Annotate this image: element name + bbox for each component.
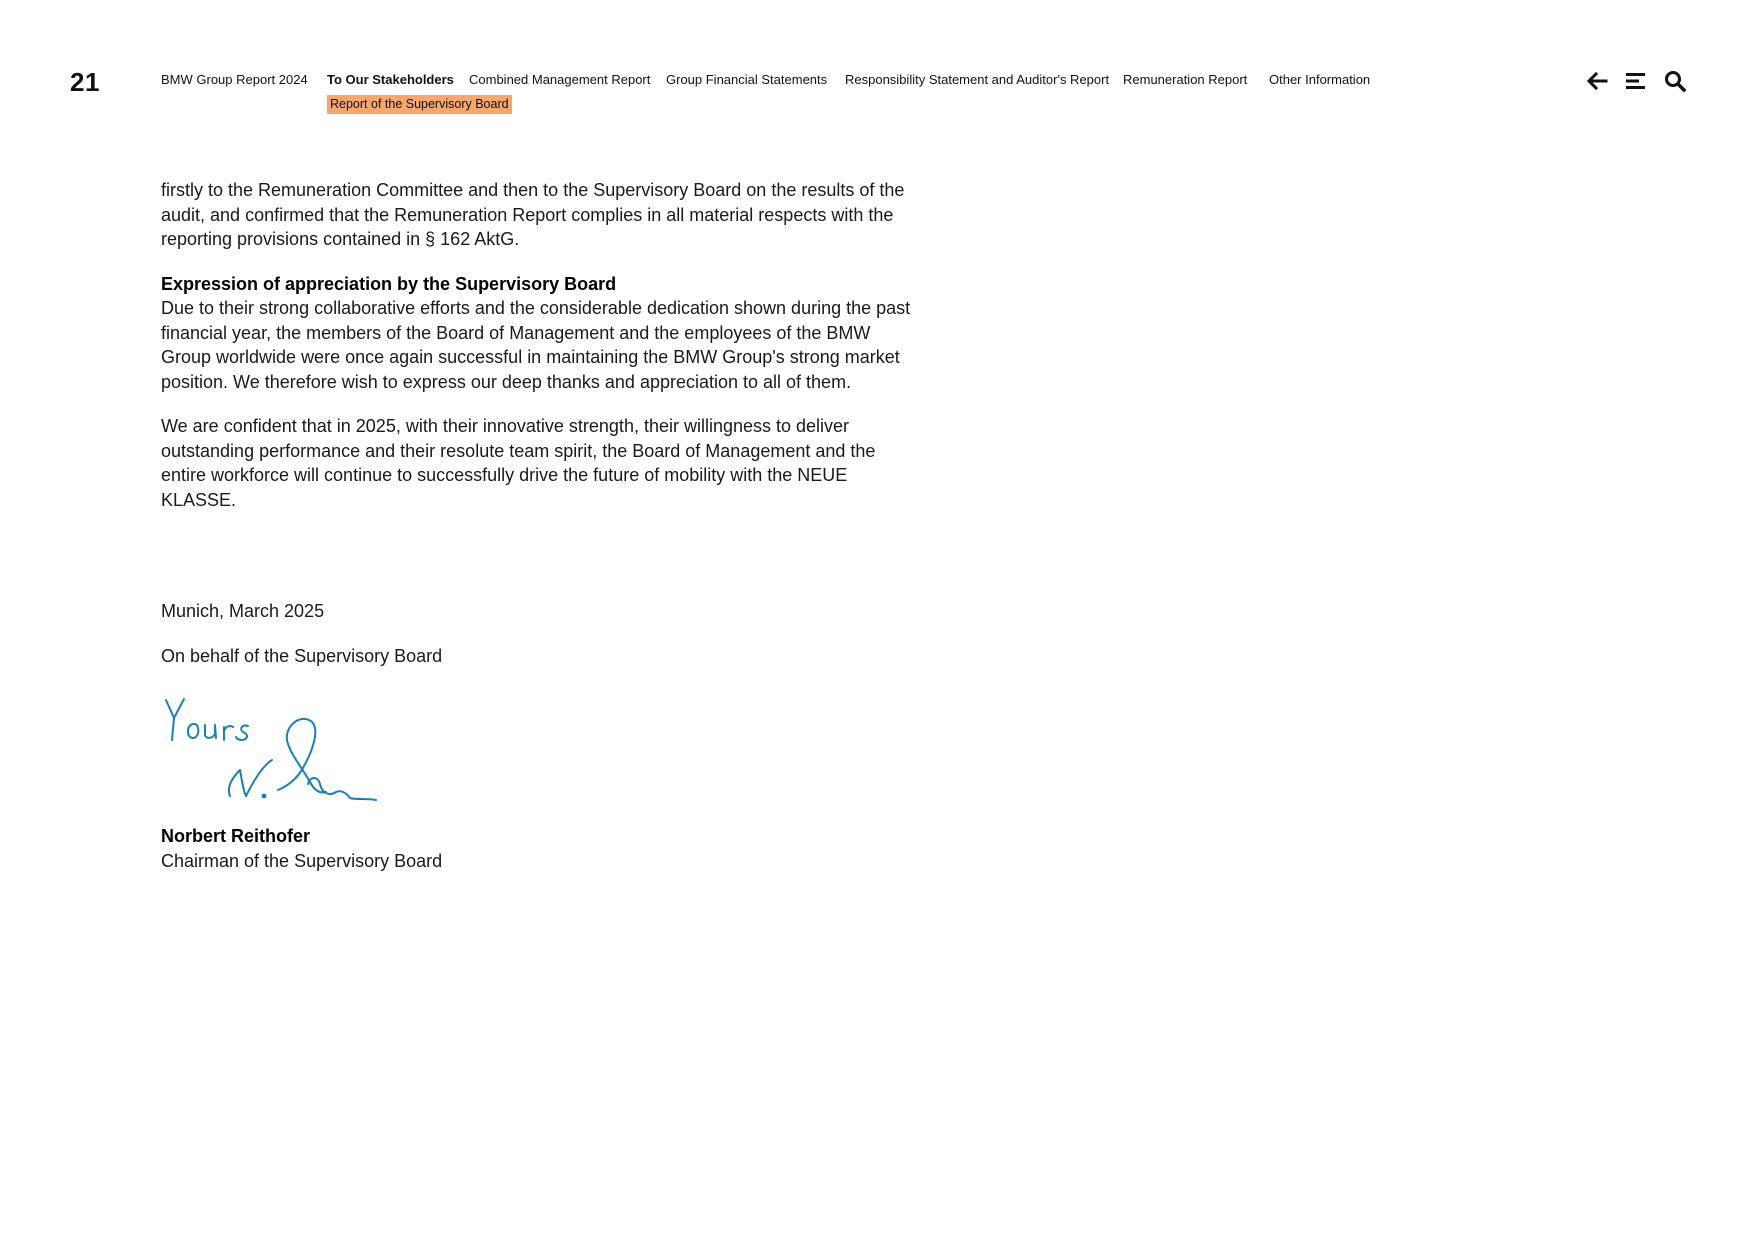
- on-behalf-line: On behalf of the Supervisory Board: [161, 646, 443, 666]
- arrow-left-icon[interactable]: [1585, 69, 1609, 93]
- nav-item-bmw-group-report[interactable]: BMW Group Report 2024: [161, 72, 308, 87]
- body-paragraph-appreciation: Due to their strong collaborative efforts and the considerable dedication shown during the past financial year, the members of the Board of Management and the employees of the BMW Group worldwide were once again successful in maintaining the BMW Group's strong market position. We therefore wish to express our deep thanks and appreciation to all of them.: [161, 298, 911, 392]
- menu-icon[interactable]: [1624, 69, 1648, 93]
- body-paragraph-audit: firstly to the Remuneration Committee and then to the Supervisory Board on the results of the audit, and confirmed that the Remuneration Report complies in all material respects with the reporting provisions contained in § 162 AktG.: [161, 180, 905, 249]
- handwritten-signature: [160, 694, 390, 806]
- nav-item-combined-management-report[interactable]: Combined Management Report: [469, 72, 651, 87]
- nav-item-remuneration-report[interactable]: Remuneration Report: [1123, 72, 1248, 87]
- body-paragraph-outlook: We are confident that in 2025, with their innovative strength, their willingness to deliver outstanding performance and their resolute team spirit, the Board of Management and the entire workforce will continue to successfully drive the future of mobility with the NEUE KLASSE.: [161, 416, 876, 510]
- place-and-date: Munich, March 2025: [161, 601, 325, 621]
- nav-item-group-financial-statements[interactable]: Group Financial Statements: [666, 72, 828, 87]
- nav-item-to-our-stakeholders[interactable]: To Our Stakeholders: [327, 72, 454, 87]
- section-heading: Expression of appreciation by the Supervisory Board: [161, 273, 617, 294]
- report-body: [161, 178, 921, 512]
- nav-item-other-information[interactable]: Other Information: [1269, 72, 1371, 87]
- search-icon[interactable]: [1663, 69, 1687, 93]
- page-number: 21: [70, 67, 100, 97]
- signer-role: Chairman of the Supervisory Board: [161, 851, 443, 871]
- sub-nav-report-of-the-supervisory-board[interactable]: Report of the Supervisory Board: [327, 95, 512, 114]
- signer-name: Norbert Reithofer: [161, 826, 311, 846]
- nav-item-responsibility-statement[interactable]: Responsibility Statement and Auditor's Report: [845, 72, 1110, 87]
